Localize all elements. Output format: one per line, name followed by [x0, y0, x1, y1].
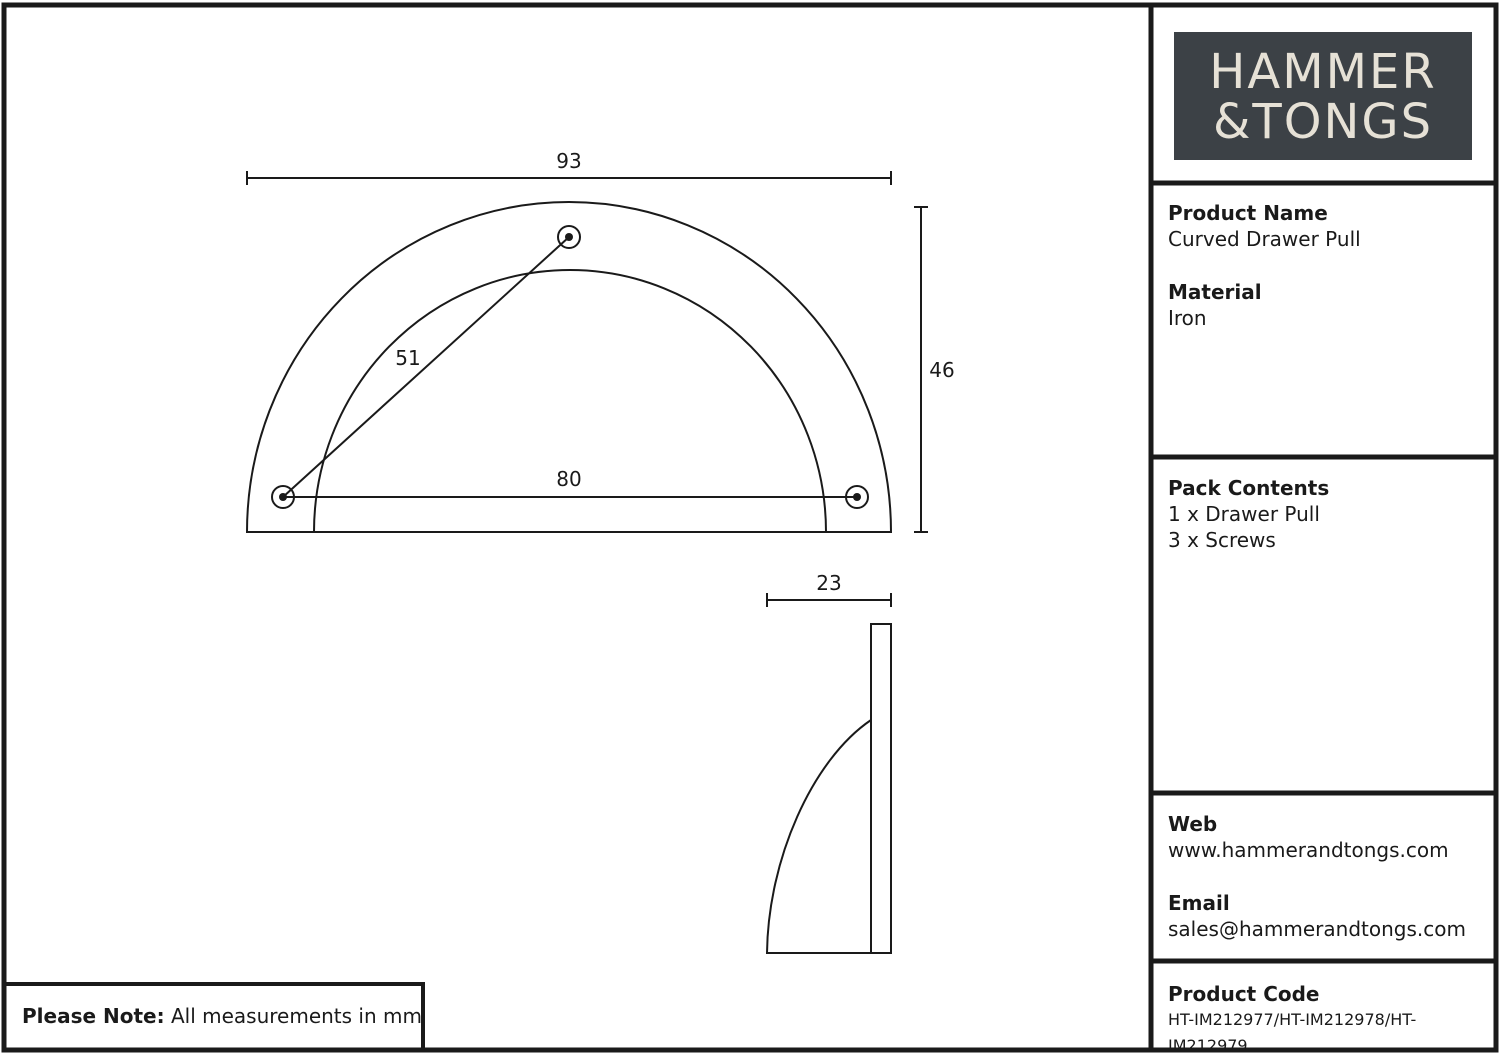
pack-contents-label: Pack Contents	[1168, 476, 1330, 500]
hole-spacing-label: 80	[556, 467, 582, 491]
logo-text-line1: HAMMER	[1209, 44, 1437, 100]
side-view-cup	[767, 720, 871, 953]
material-value: Iron	[1168, 306, 1207, 330]
pack-item: 3 x Screws	[1168, 528, 1276, 552]
product-code-label: Product Code	[1168, 982, 1320, 1006]
material-label: Material	[1168, 280, 1262, 304]
screw-hole-center	[565, 233, 573, 241]
inner-arc	[314, 270, 826, 532]
width-dimension-label: 93	[556, 149, 582, 173]
product-info-section	[1158, 200, 1492, 331]
contact-section	[1158, 811, 1492, 942]
screw-hole-center	[279, 493, 287, 501]
web-url[interactable]: www.hammerandtongs.com	[1168, 838, 1449, 862]
brand-logo	[1174, 32, 1472, 160]
screw-hole-center	[853, 493, 861, 501]
note-text: All measurements in mm	[170, 1004, 422, 1028]
height-dimension-label: 46	[929, 358, 955, 382]
diagonal-dimension-label: 51	[395, 346, 421, 370]
product-code-value: HT-IM212977/HT-IM212978/HT-IM212979	[1168, 1010, 1417, 1055]
product-name-label: Product Name	[1168, 201, 1328, 225]
web-label: Web	[1168, 812, 1218, 836]
email-address[interactable]: sales@hammerandtongs.com	[1168, 917, 1466, 941]
email-label: Email	[1168, 891, 1230, 915]
measurement-note	[8, 986, 422, 1046]
depth-dimension-label: 23	[816, 571, 842, 595]
diagonal-dimension-line	[283, 237, 569, 497]
product-name-value: Curved Drawer Pull	[1168, 227, 1361, 251]
product-code-section	[1158, 981, 1492, 1059]
pack-item: 1 x Drawer Pull	[1168, 502, 1320, 526]
pack-contents-section	[1158, 475, 1492, 553]
logo-text-line2: &TONGS	[1212, 94, 1434, 150]
note-label: Please Note:	[22, 1004, 165, 1028]
side-view-backplate	[871, 624, 891, 953]
